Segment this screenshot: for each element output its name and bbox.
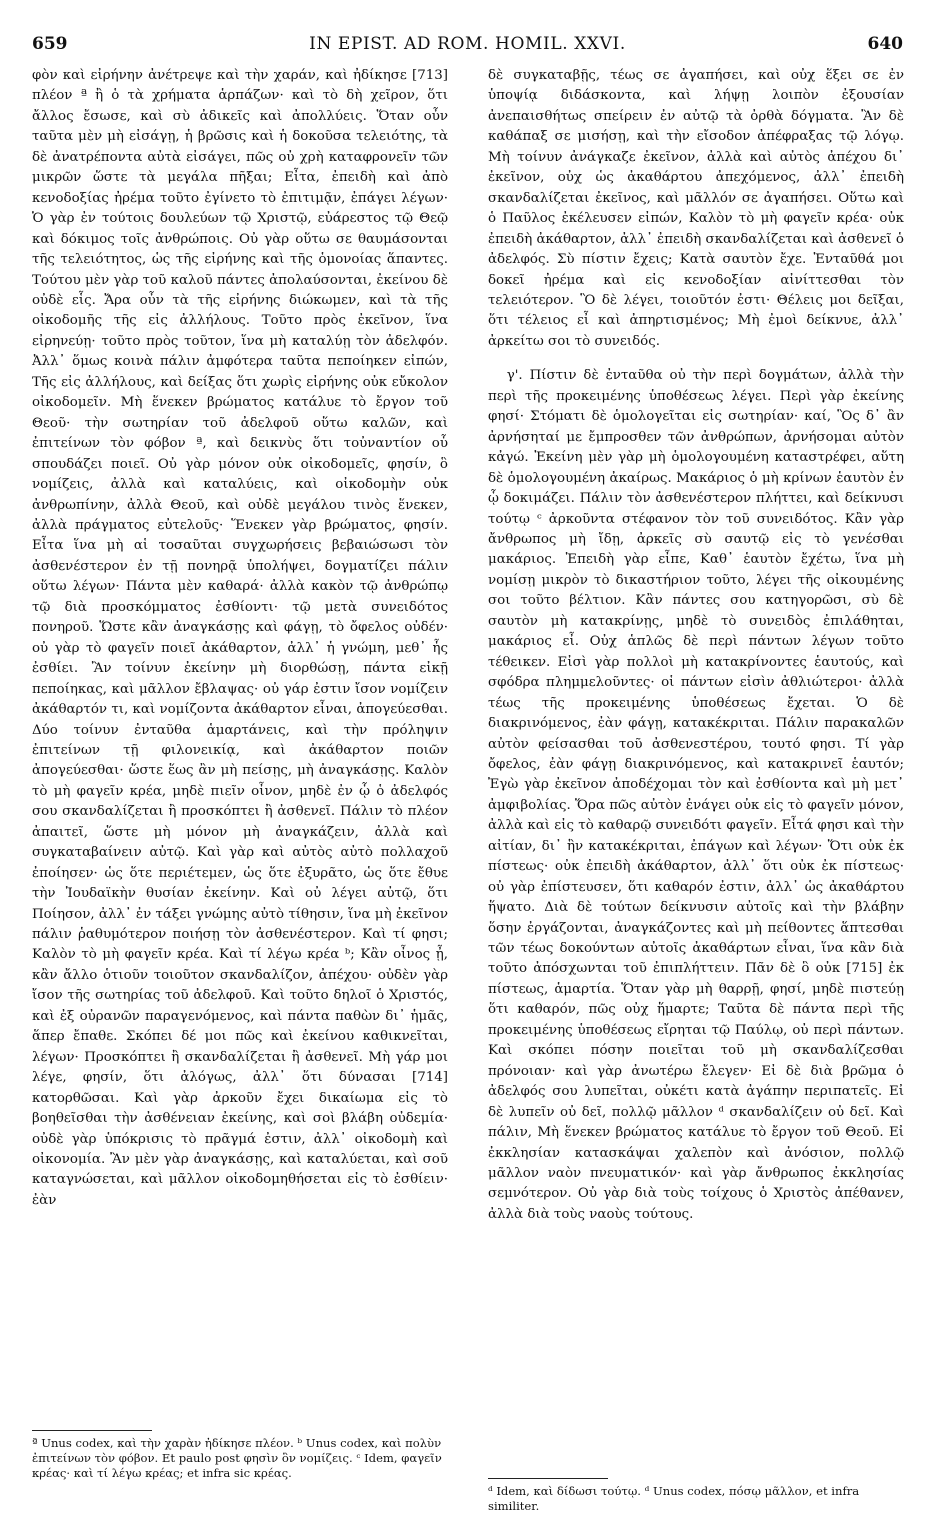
right-page-number: 640 bbox=[867, 34, 903, 54]
running-title: IN EPIST. AD ROM. HOMIL. XXVI. bbox=[309, 34, 626, 54]
right-column-paragraph-2: γ'. Πίστιν δὲ ἐνταῦθα οὐ τὴν περὶ δογμάτων, ἀλλὰ τὴν περὶ τῆς προκειμένης ὑποθέσεως λέγει. Περὶ γὰρ ἐκείνης φησί· Στόματι δὲ ὁμολογεῖται εἰς σωτηρίαν· καί, Ὃς δ᾽ ἂν ἀρνήσηταί με ἔμπροσθεν τῶν ἀνθρώπων, ἀρνήσομαι αὐτὸν κἀγώ. Ἐκείνη μὲν γὰρ μὴ ὁμολογουμένη καταστρέφει, αὕτη δὲ ὁμολογουμένη ἀκαίρως. Μακάριος ὁ μὴ κρίνων ἑαυτὸν ἐν ᾧ δοκιμάζει. Πάλιν τὸν ἀσθενέστερον πλήττει, καὶ δείκνυσι τούτῳ ᶜ ἀρκοῦντα στέφανον τὸν τοῦ συνειδότος. Κἂν γὰρ ἄνθρωπος μὴ ἴδῃ, ἀρκεῖς σὺ σαυτῷ εἰς τὸ γενέσθαι μακάριος. Ἐπειδὴ γὰρ εἶπε, Καθ᾽ ἑαυτὸν ἔχέτω, ἵνα μὴ νομίσῃ μικρὸν τὸ δικαστήριον τοῦτο, λέγει τῆς οἰκουμένης σοι τοῦτο βέλτιον. Κἂν πάντες σου κατηγορῶσι, σὺ δὲ σαυτὸν μὴ κατακρίνῃς, μηδὲ τὸ συνειδὸς ἐπιλάθηται, μακάριος εἶ. Οὐχ ἁπλῶς δὲ περὶ πάντων λέγων τοῦτο τέθεικεν. Εἰσὶ γὰρ πολλοὶ μὴ κατακρίνοντες ἑαυτούς, καὶ σφόδρα πλημμελοῦντες· οἱ πάντων εἰσὶν ἀθλιώτεροι· ἀλλὰ τέως τῆς προκειμένης ὑποθέσεως ἔχεται. Ὁ δὲ διακρινόμενος, ἐὰν φάγῃ, κατακέκριται. Πάλιν παρακαλῶν αὐτὸν φείσασθαι τοῦ ἀσθενεστέρου, τουτό φησι. Τί γὰρ ὄφελος, ἐὰν φάγῃ διακρινόμενος, καὶ κατακρινεῖ ἑαυτόν; Ἐγὼ γὰρ ἐκεῖνον ἀποδέχομαι τὸν καὶ ἐσθίοντα καὶ μὴ μετ᾽ ἀμφιβολίας. Ὅρα πῶς αὐτὸν ἐνάγει οὐκ εἰς τὸ φαγεῖν μόνον, ἀλλὰ καὶ εἰς τὸ καθαρῷ συνειδότι φαγεῖν. Εἶτά φησι καὶ τὴν αἰτίαν, δι᾽ ἣν κατακέκριται, ἐπάγων καὶ λέγων· Ὅτι οὐκ ἐκ πίστεως· οὐκ ἐπειδὴ ἀκάθαρτον, ἀλλ᾽ ὅτι οὐκ ἐκ πίστεως· οὐ γὰρ ἐπίστευσεν, ὅτι καθαρόν ἐστιν, ἀλλ᾽ ὡς ἀκαθάρτου ἥψατο. Διὰ δὲ τούτων δείκνυσιν αὐτοῖς καὶ τὴν βλάβην ὅσην ἐργάζονται, ἀναγκάζοντες καὶ μὴ πείθοντες ἅπτεσθαι τῶν τέως δοκούντων αὐτοῖς ἀκαθάρτων εἶναι, ἵνα κἂν διὰ τοῦτο ἀπόσχωνται τοῦ ἐπιπλήττειν. Πᾶν δὲ ὃ οὐκ [715] ἐκ πίστεως, ἁμαρτία. Ὅταν γὰρ μὴ θαρρῇ, φησί, μηδὲ πιστεύῃ ὅτι καθαρόν, πῶς οὐχ ἥμαρτε; Ταῦτα δὲ πάντα περὶ τῆς προκειμένης ὑποθέσεως εἴρηται τῷ Παύλῳ, οὐ περὶ πάντων. Καὶ σκόπει πόσην ποιεῖται τοῦ μὴ σκανδαλίζεσθαι πρόνοιαν· καὶ γὰρ ἀνωτέρω ἔλεγεν· Εἰ δὲ διὰ βρῶμα ὁ ἀδελφός σου λυπεῖται, οὐκέτι κατὰ ἀγάπην περιπατεῖς. Εἰ δὲ λυπεῖν οὐ δεῖ, πολλῷ μᾶλλον ᵈ σκανδαλίζειν οὐ δεῖ. Καὶ πάλιν, Μὴ ἕνεκεν βρώματος κατάλυε τὸ ἔργον τοῦ Θεοῦ. Εἰ ἐκκλησίαν κατασκάψαι χαλεπὸν καὶ ἀνόσιον, πολλῷ μᾶλλον ναὸν πνευματικόν· καὶ γὰρ ἄνθρωπος ἐκκλησίας σεμνότερον. Οὐ γὰρ διὰ τοὺς τοίχους ὁ Χριστὸς ἀπέθανεν, ἀλλὰ διὰ τοὺς ναοὺς τούτους. bbox=[488, 368, 904, 1222]
left-column bbox=[32, 66, 448, 1211]
footnote-rule-right bbox=[488, 1478, 608, 1479]
page-header bbox=[32, 34, 903, 60]
right-column-paragraph-1: δὲ συγκαταβῇς, τέως σε ἀγαπήσει, καὶ οὐχ ἕξει σε ἐν ὑποψίᾳ διδάσκοντα, καὶ λήψῃ λοιπὸν ἐξουσίαν ἀνεπαισθήτως σπείρειν ἐν αὐτῷ τὰ ὀρθὰ δόγματα. Ἂν δὲ καθάπαξ σε μισήσῃ, καὶ τὴν εἴσοδον ἀπέφραξας τῷ λόγῳ. Μὴ τοίνυν ἀνάγκαζε ἐκεῖνον, ἀλλὰ καὶ αὐτὸς ἀπέχου δι᾽ ἐκεῖνον, οὐχ ὡς ἀκαθάρτου ἀπεχόμενος, ἀλλ᾽ ἐπειδὴ σκανδαλίζεται ἐκεῖνος, καὶ μᾶλλόν σε ἀγαπήσει. Οὕτω καὶ ὁ Παῦλος ἐκέλευσεν εἰπών, Καλὸν τὸ μὴ φαγεῖν κρέα· οὐκ ἐπειδὴ ἀκάθαρτον, ἀλλ᾽ ἐπειδὴ σκανδαλίζεται καὶ ἀσθενεῖ ὁ ἀδελφός. Σὺ πίστιν ἔχεις; Κατὰ σαυτὸν ἔχε. Ἐνταῦθά μοι δοκεῖ ἠρέμα καὶ εἰς κενοδοξίαν αἰνίττεσθαι τὸν τελειότερον. Ὃ δὲ λέγει, τοιοῦτόν ἐστι· Θέλεις μοι δεῖξαι, ὅτι τέλειος εἶ καὶ ἀπηρτισμένος; Μὴ ἐμοὶ δείκνυε, ἀλλ᾽ ἀρκείτω σοι τὸ συνειδός. bbox=[488, 68, 904, 349]
footnotes-right: ᵈ Idem, καὶ δίδωσι τούτῳ. ᵈ Unus codex, πόσῳ μᾶλλον, et infra similiter. bbox=[488, 1484, 860, 1513]
left-page-number: 659 bbox=[32, 34, 68, 54]
footnote-rule-left bbox=[32, 1430, 152, 1431]
footnotes-left: ª Unus codex, καὶ τὴν χαρὰν ἠδίκησε πλέον. ᵇ Unus codex, καὶ πολὺν ἐπιτείνων τὸν φόβον. Et paulo post φησὶν ὃν νομίζεις. ᶜ Idem, φαγεῖν κρέας· καὶ τί λέγω κρέας; et infra sic κρέας. bbox=[32, 1436, 442, 1480]
left-column-paragraph: φὸν καὶ εἰρήνην ἀνέτρεψε καὶ τὴν χαράν, καὶ ἠδίκησε [713] πλέον ª ἢ ὁ τὰ χρήματα ἁρπάζων· καὶ τὸ δὴ χεῖρον, ὅτι ἄλλος ἔσωσε, καὶ σὺ ἀδικεῖς καὶ ἀπολλύεις. Ὅταν οὖν ταῦτα μὲν μὴ εἰσάγῃ, ἡ βρῶσις καὶ ἡ δοκοῦσα τελειότης, τὰ δὲ ἀνατρέποντα αὐτὰ εἰσάγει, πῶς οὐ χρὴ καταφρονεῖν τῶν μικρῶν ὥστε τὰ μεγάλα πῆξαι; Εἶτα, ἐπειδὴ καὶ ἀπὸ κενοδοξίας ἠρέμα τοῦτο ἐγίνετο τὸ ἐπιτιμᾷν, ἐπάγει λέγων· Ὁ γὰρ ἐν τούτοις δουλεύων τῷ Χριστῷ, εὐάρεστος τῷ Θεῷ καὶ δόκιμος τοῖς ἀνθρώποις. Οὐ γὰρ οὕτω σε θαυμάσονται τῆς τελειότητος, ὡς τῆς εἰρήνης καὶ τῆς ὁμονοίας ἅπαντες. Τούτου μὲν γὰρ τοῦ καλοῦ πάντες ἀπολαύσονται, ἐκείνου δὲ οὐδὲ εἷς. Ἄρα οὖν τὰ τῆς εἰρήνης διώκωμεν, καὶ τὰ τῆς οἰκοδομῆς τῆς εἰς ἀλλήλους. Τοῦτο πρὸς ἐκεῖνον, ἵνα εἰρηνεύῃ· τοῦτο πρὸς τοῦτον, ἵνα μὴ καταλύῃ τὸν ἀδελφόν. Ἀλλ᾽ ὅμως κοινὰ πάλιν ἀμφότερα ταῦτα πεποίηκεν εἰπών, Τῆς εἰς ἀλλήλους, καὶ δείξας ὅτι χωρὶς εἰρήνης οὐκ εὔκολον οἰκοδομεῖν. Μὴ ἕνεκεν βρώματος κατάλυε τὸ ἔργον τοῦ Θεοῦ· τὴν σωτηρίαν τοῦ ἀδελφοῦ οὕτω καλῶν, καὶ ἐπιτείνων τὸν φόβον ª, καὶ δεικνὺς ὅτι τοὐναντίον οὗ σπουδάζει ποιεῖ. Οὐ γὰρ μόνον οὐκ οἰκοδομεῖς, φησίν, ὃ νομίζεις, ἀλλὰ καὶ καταλύεις, καὶ οἰκοδομὴν οὐκ ἀνθρωπίνην, ἀλλὰ Θεοῦ, καὶ οὐδὲ μεγάλου τινὸς ἕνεκεν, ἀλλὰ πράγματος εὐτελοῦς· Ἕνεκεν γὰρ βρώματος, φησίν. Εἶτα ἵνα μὴ αἱ τοσαῦται συγχωρήσεις βεβαιώσωσι τὸν ἀσθενέστερον ἐν τῇ πονηρᾷ ὑπολήψει, δογματίζει πάλιν οὕτω λέγων· Πάντα μὲν καθαρά· ἀλλὰ κακὸν τῷ ἀνθρώπῳ τῷ διὰ προσκόμματος ἐσθίοντι· τῷ μετὰ συνειδότος πονηροῦ. Ὥστε κἂν ἀναγκάσῃς καὶ φάγῃ, τὸ ὄφελος οὐδέν· οὐ γὰρ τὸ φαγεῖν ποιεῖ ἀκάθαρτον, ἀλλ᾽ ἡ γνώμη, μεθ᾽ ἧς ἐσθίει. Ἂν τοίνυν ἐκείνην μὴ διορθώσῃ, πάντα εἰκῇ πεποίηκας, καὶ μᾶλλον ἔβλαψας· οὐ γάρ ἐστιν ἴσον νομίζειν ἀκάθαρτόν τι, καὶ νομίζοντα ἀκάθαρτον εἶναι, ἀπογεύεσθαι. Δύο τοίνυν ἐνταῦθα ἁμαρτάνεις, καὶ τὴν πρόληψιν ἐπιτείνων τῇ φιλονεικίᾳ, καὶ ἀκάθαρτον ποιῶν ἀπογεύεσθαι· ὥστε ἕως ἂν μὴ πείσῃς, μὴ ἀναγκάσῃς. Καλὸν τὸ μὴ φαγεῖν κρέα, μηδὲ πιεῖν οἶνον, μηδὲ ἐν ᾧ ὁ ἀδελφός σου σκανδαλίζεται ἢ προσκόπτει ἢ ἀσθενεῖ. Πάλιν τὸ πλέον ἀπαιτεῖ, ὥστε μὴ μόνον μὴ ἀναγκάζειν, ἀλλὰ καὶ συγκαταβαίνειν αὐτῷ. Καὶ γὰρ καὶ αὐτὸς αὐτὸ πολλαχοῦ ἐποίησεν· ὡς ὅτε περιέτεμεν, ὡς ὅτε ἐξυρᾶτο, ὡς ὅτε ἔθυε τὴν Ἰουδαϊκὴν θυσίαν ἐκείνην. Καὶ οὐ λέγει αὐτῷ, ὅτι Ποίησον, ἀλλ᾽ ἐν τάξει γνώμης αὐτὸ τίθησιν, ἵνα μὴ ἐκεῖνον πάλιν ῥαθυμότερον ποιήσῃ τὸν ἀσθενέστερον. Καὶ τί φησι; Καλὸν τὸ μὴ φαγεῖν κρέα. Καὶ τί λέγω κρέα ᵇ; Κἂν οἶνος ᾖ, κἂν ἄλλο ὁτιοῦν τοιοῦτον σκανδαλίζον, ἀπέχου· οὐδὲν γὰρ ἴσον τῆς σωτηρίας τοῦ ἀδελφοῦ. Καὶ τοῦτο δηλοῖ ὁ Χριστός, καὶ ἐξ οὐρανῶν παραγενόμενος, καὶ πάντα παθὼν δι᾽ ἡμᾶς, ἅπερ ἔπαθε. Σκόπει δέ μοι πῶς καὶ ἐκείνου καθικνεῖται, λέγων· Προσκόπτει ἢ σκανδαλίζεται ἢ ἀσθενεῖ. Μὴ γάρ μοι λέγε, φησίν, ὅτι ἀλόγως, ἀλλ᾽ ὅτι δύνασαι [714] κατορθῶσαι. Καὶ γὰρ ἀρκοῦν ἔχει δικαίωμα εἰς τὸ βοηθεῖσθαι τὴν ἀσθένειαν ἐκείνης, καὶ σοὶ βλάβη οὐδεμία· οὐδὲ γὰρ ὑπόκρισις τὸ πρᾶγμά ἐστιν, ἀλλ᾽ οἰκοδομὴ καὶ οἰκονομία. Ἂν μὲν γὰρ ἀναγκάσῃς, καὶ καταλύεται, καὶ σοῦ καταγνώσεται, καὶ μᾶλλον οἰκοδομηθήσεται εἰς τὸ ἐσθίειν· ἐὰν bbox=[32, 68, 448, 1208]
right-column bbox=[488, 66, 904, 1225]
